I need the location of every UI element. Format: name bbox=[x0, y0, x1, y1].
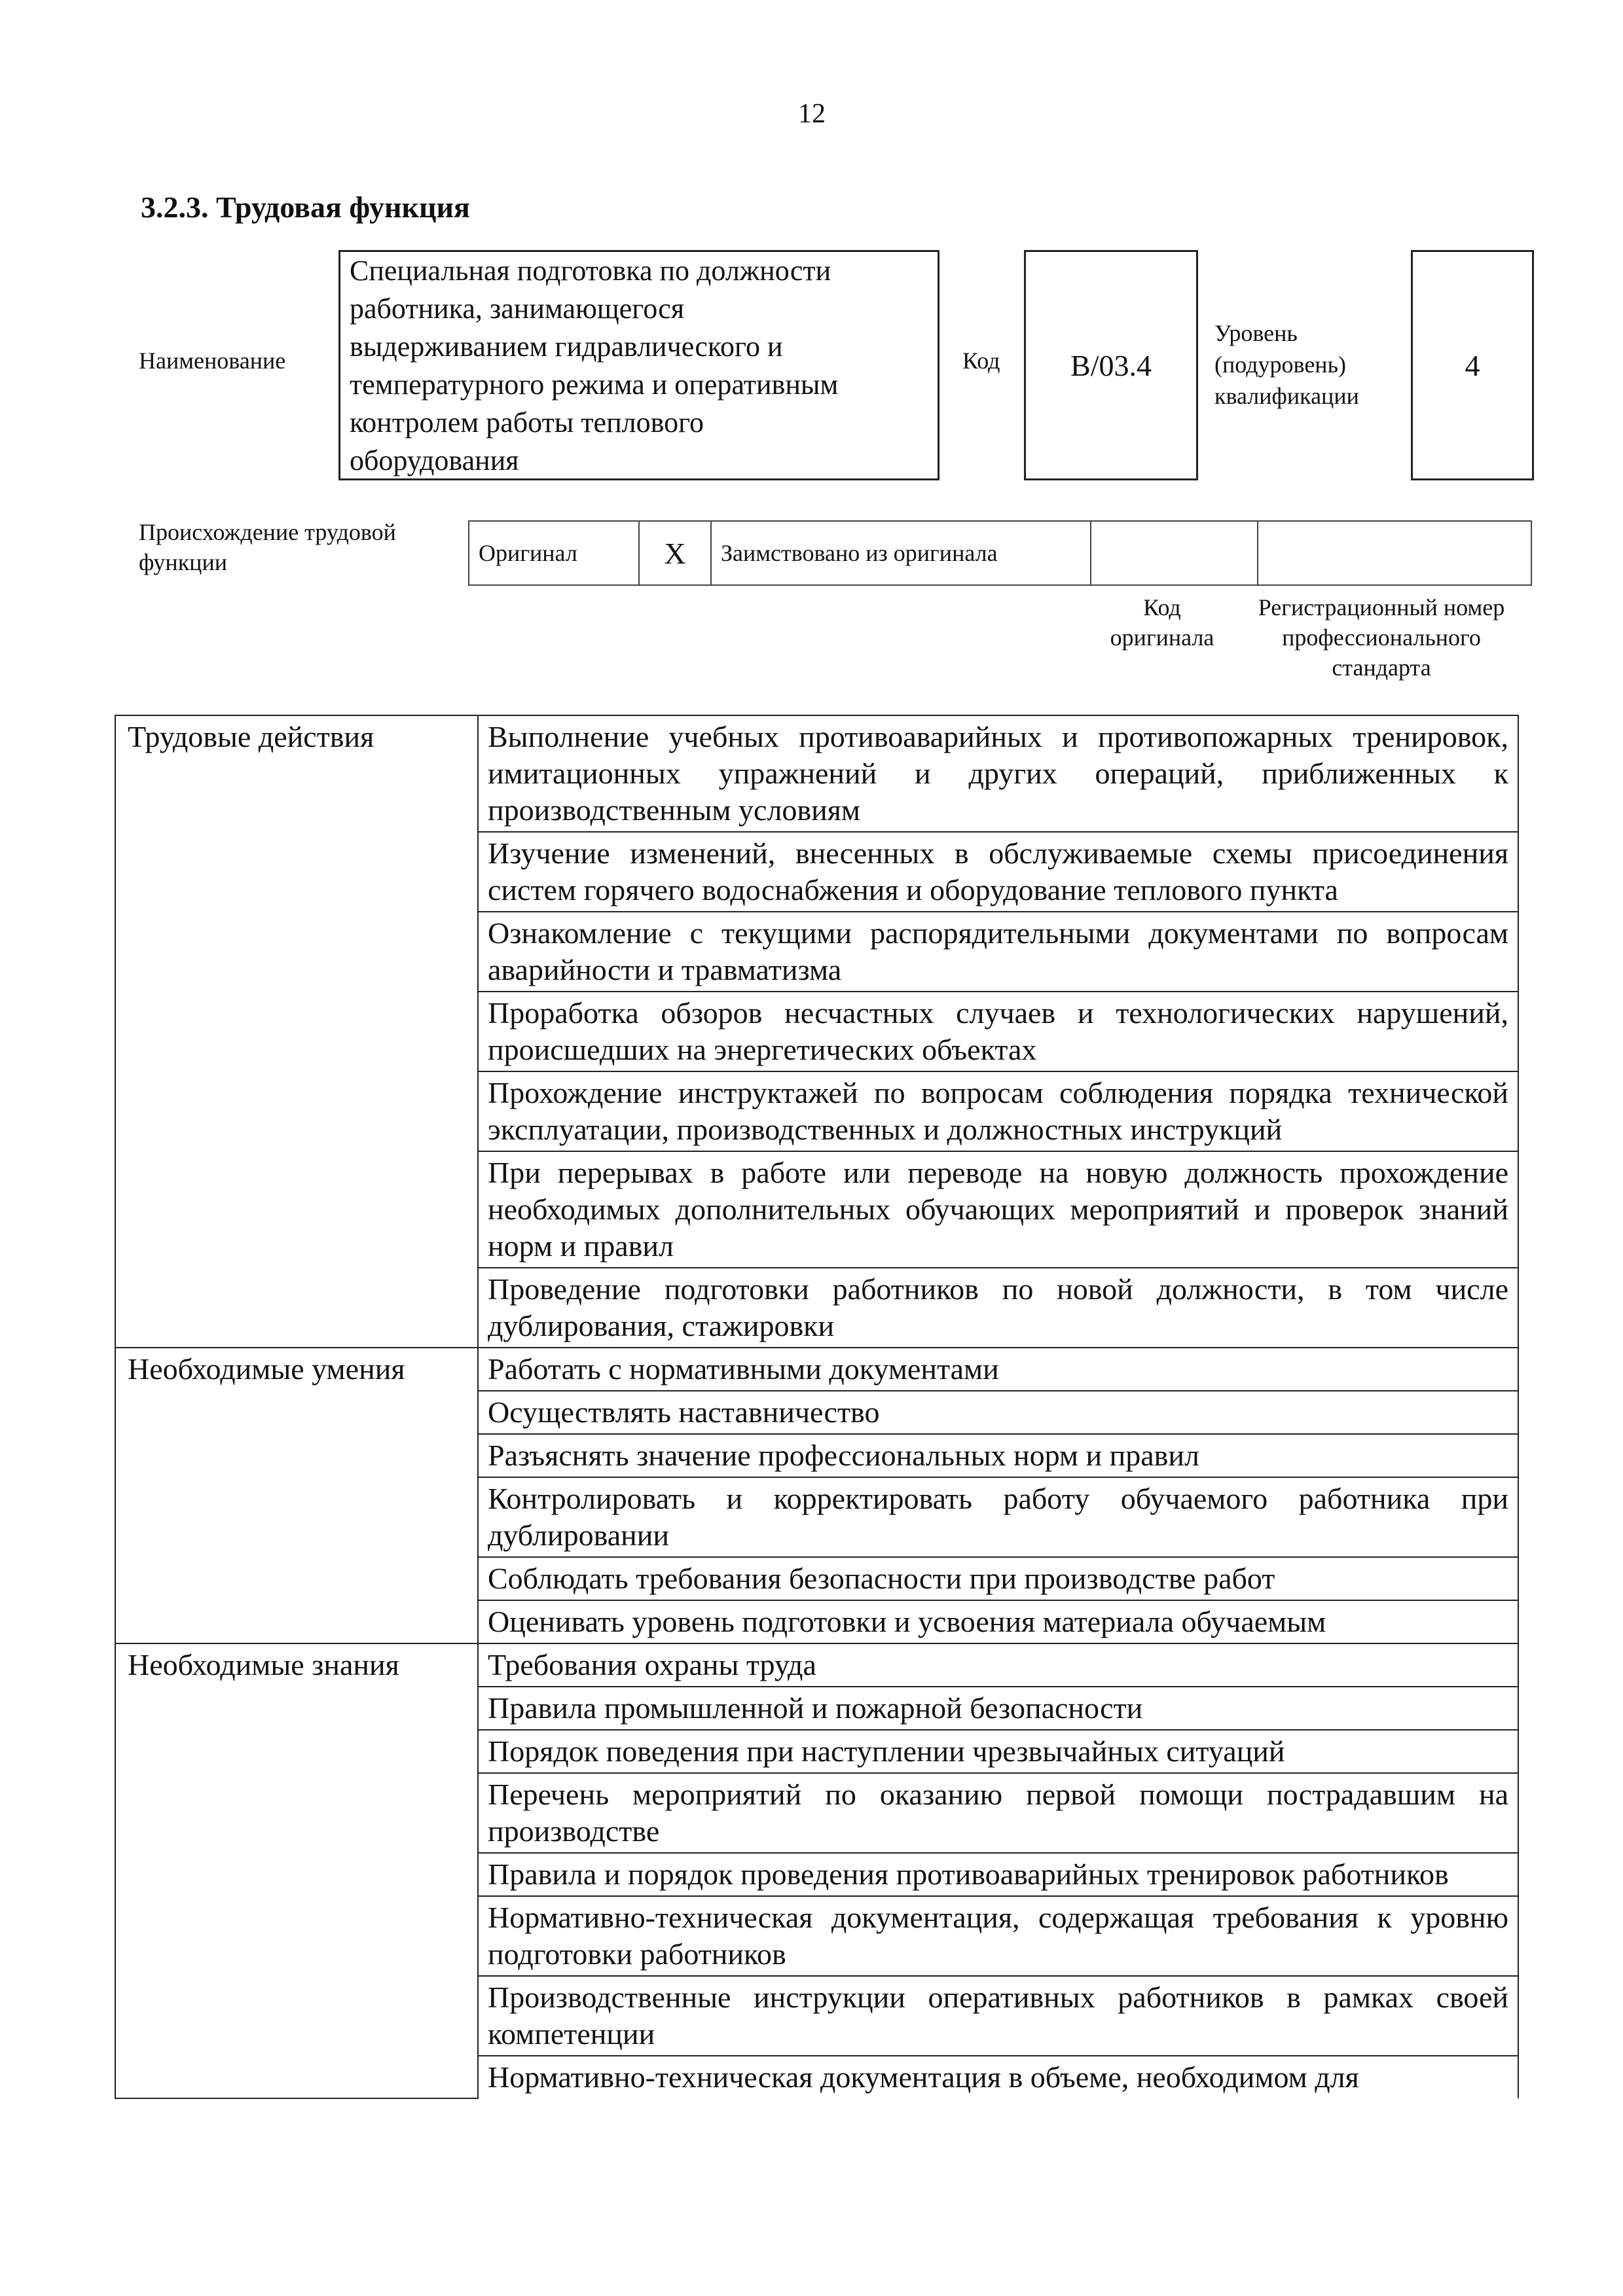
level-value-box bbox=[1411, 250, 1534, 480]
origin-label bbox=[139, 517, 396, 577]
labor-action-item: Изучение изменений, внесенных в обслуживаемые схемы присоединения систем горячего водоснабжения и оборудование теплового пункта bbox=[478, 832, 1518, 912]
knowledge-item: Перечень мероприятий по оказанию первой помощи пострадавшим на производстве bbox=[478, 1773, 1518, 1853]
function-name-line: оборудования bbox=[350, 444, 519, 476]
function-name-line: выдерживанием гидравлического и bbox=[350, 331, 783, 363]
skill-item: Работать с нормативными документами bbox=[478, 1348, 1518, 1391]
function-name-line: работника, занимающегося bbox=[350, 293, 685, 325]
registration-number-cell bbox=[1258, 521, 1531, 585]
labor-action-item: Проработка обзоров несчастных случаев и технологических нарушений, происшедших на энергетических объектах bbox=[478, 992, 1518, 1071]
level-label-line: (подуровень) bbox=[1214, 351, 1346, 378]
origin-table bbox=[468, 520, 1532, 586]
labor-action-item: Выполнение учебных противоаварийных и противопожарных тренировок, имитационных упражнений и других операций, приближенных к производственным условиям bbox=[478, 715, 1518, 832]
caption-line: Регистрационный номер bbox=[1258, 594, 1505, 620]
code-value-box bbox=[1024, 250, 1198, 480]
table-row bbox=[115, 1643, 1518, 1687]
labor-action-item: При перерывах в работе или переводе на новую должность прохождение необходимых дополнительных обучающих мероприятий и проверок знаний норм и правил bbox=[478, 1151, 1518, 1268]
section-title-required-skills: Необходимые умения bbox=[115, 1348, 478, 1643]
skill-item: Соблюдать требования безопасности при производстве работ bbox=[478, 1557, 1518, 1600]
code-value: B/03.4 bbox=[1070, 348, 1152, 382]
original-label: Оригинал bbox=[469, 521, 639, 585]
qualification-level-label bbox=[1214, 317, 1359, 412]
caption-line: Код bbox=[1143, 594, 1181, 620]
knowledge-item: Правила промышленной и пожарной безопасности bbox=[478, 1687, 1518, 1730]
original-code-caption bbox=[1080, 592, 1244, 653]
section-title-labor-actions: Трудовые действия bbox=[115, 715, 478, 1348]
section-title: 3.2.3. Трудовая функция bbox=[141, 190, 470, 224]
function-name-line: Специальная подготовка по должности bbox=[350, 255, 831, 287]
labor-action-item: Проведение подготовки работников по новой должности, в том числе дублирования, стажировки bbox=[478, 1268, 1518, 1348]
origin-label-line: Происхождение трудовой bbox=[139, 519, 396, 545]
knowledge-item: Нормативно-техническая документация, содержащая требования к уровню подготовки работников bbox=[478, 1896, 1518, 1976]
code-label: Код bbox=[962, 348, 1000, 374]
labor-action-item: Прохождение инструктажей по вопросам соблюдения порядка технической эксплуатации, производственных и должностных инструкций bbox=[478, 1071, 1518, 1151]
skill-item: Осуществлять наставничество bbox=[478, 1391, 1518, 1434]
page-number: 12 bbox=[798, 99, 826, 129]
knowledge-item: Порядок поведения при наступлении чрезвычайных ситуаций bbox=[478, 1730, 1518, 1773]
table-row bbox=[115, 715, 1518, 832]
knowledge-item: Требования охраны труда bbox=[478, 1643, 1518, 1687]
skill-item: Контролировать и корректировать работу обучаемого работника при дублировании bbox=[478, 1477, 1518, 1557]
skill-item: Оценивать уровень подготовки и усвоения материала обучаемым bbox=[478, 1600, 1518, 1643]
knowledge-item: Нормативно-техническая документация в объеме, необходимом для bbox=[478, 2056, 1518, 2098]
original-mark: X bbox=[639, 521, 711, 585]
caption-line: профессионального bbox=[1282, 624, 1481, 651]
level-label-line: Уровень bbox=[1214, 320, 1298, 346]
caption-line: оригинала bbox=[1110, 624, 1214, 651]
level-label-line: квалификации bbox=[1214, 383, 1359, 409]
labor-function-table bbox=[115, 715, 1519, 2099]
caption-line: стандарта bbox=[1332, 655, 1431, 681]
section-title-required-knowledge: Необходимые знания bbox=[115, 1643, 478, 2098]
level-value: 4 bbox=[1465, 348, 1480, 382]
origin-label-line: функции bbox=[139, 549, 227, 575]
registration-number-caption bbox=[1231, 592, 1532, 683]
skill-item: Разъяснять значение профессиональных норм и правил bbox=[478, 1434, 1518, 1477]
labor-action-item: Ознакомление с текущими распорядительными документами по вопросам аварийности и травматизма bbox=[478, 912, 1518, 992]
function-name-line: температурного режима и оперативным bbox=[350, 368, 839, 401]
function-name-box bbox=[338, 250, 939, 480]
name-label: Наименование bbox=[139, 348, 286, 374]
knowledge-item: Производственные инструкции оперативных работников в рамках своей компетенции bbox=[478, 1976, 1518, 2056]
function-name-line: контролем работы теплового bbox=[350, 406, 704, 439]
table-row bbox=[115, 1348, 1518, 1391]
borrowed-label: Заимствовано из оригинала bbox=[711, 521, 1091, 585]
original-code-cell bbox=[1091, 521, 1258, 585]
knowledge-item: Правила и порядок проведения противоаварийных тренировок работников bbox=[478, 1853, 1518, 1896]
